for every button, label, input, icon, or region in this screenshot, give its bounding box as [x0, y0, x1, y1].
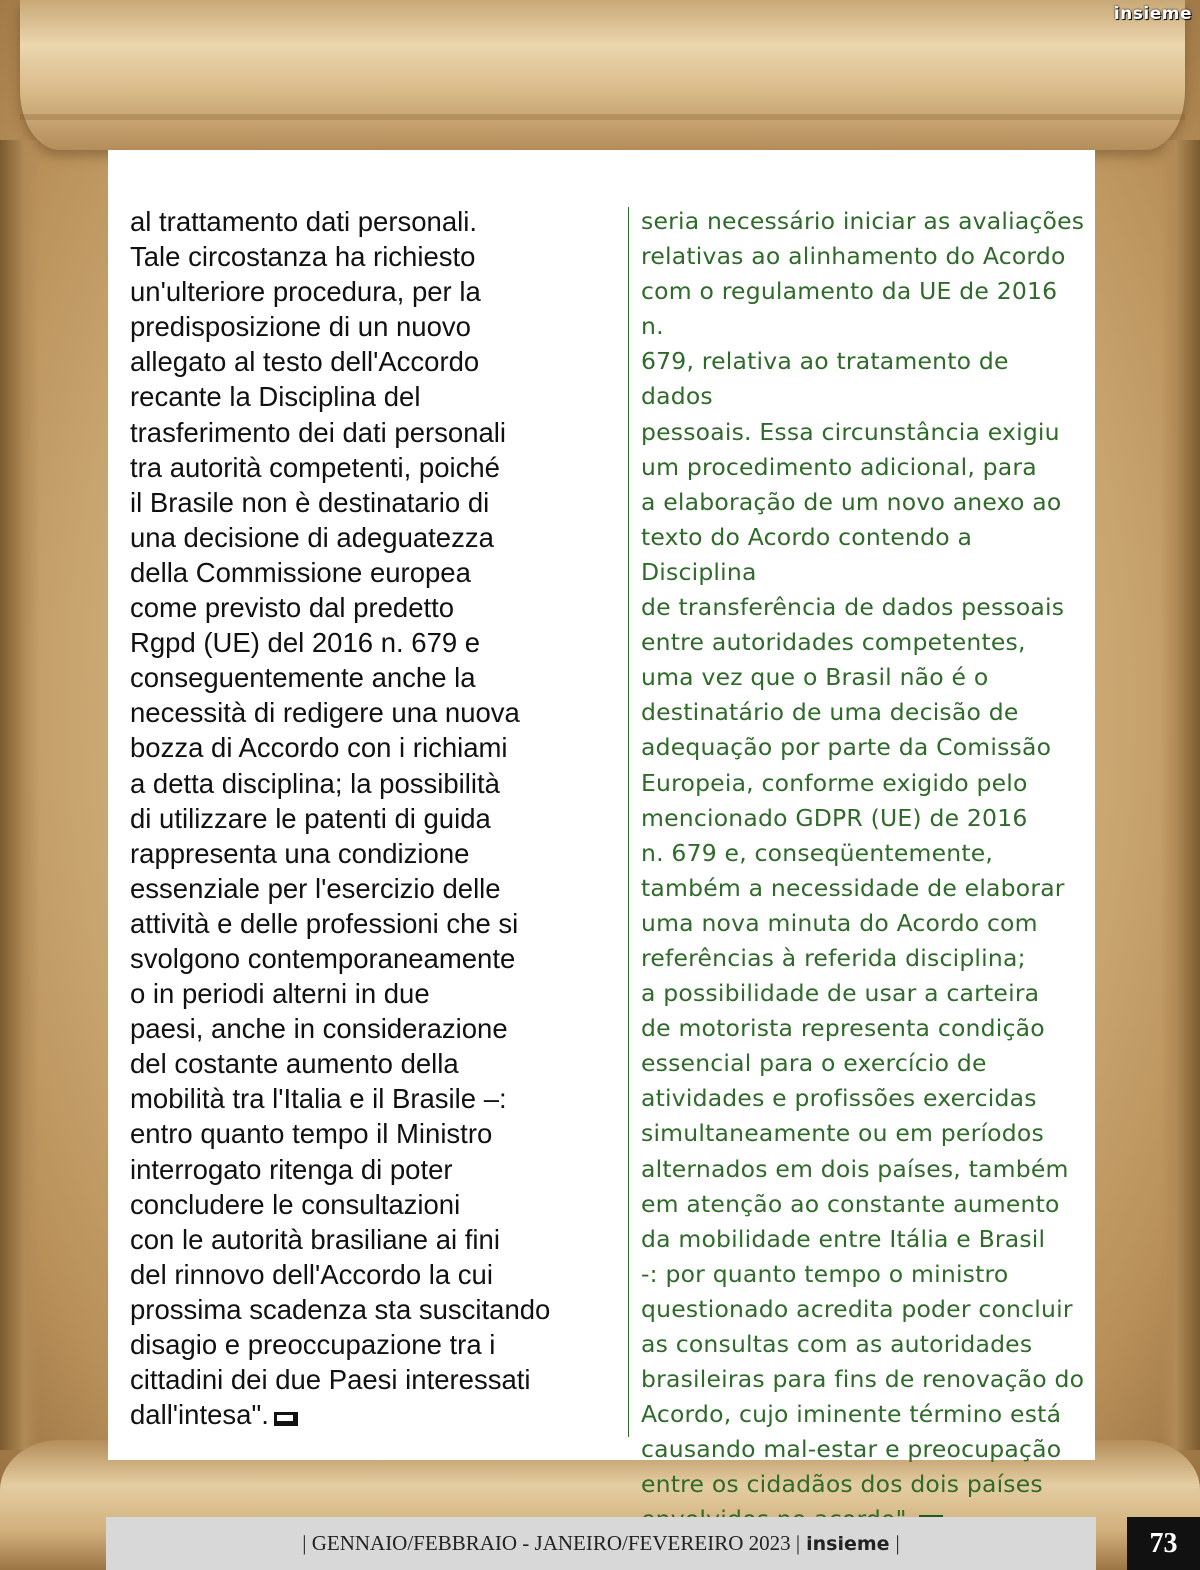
italian-text: al trattamento dati personali. Tale circostanza ha richiesto un'ulteriore procedura, per la predisposizione di un nuovo allegato al testo dell'Accordo recante la Disciplina del trasferimento dei dati personali tra autorità competenti, poiché il Brasile non è destinatario di una decisione di adeguatezza della Commissione europea come previsto dal predetto Rgpd (UE) del 2016 n. 679 e conseguentemente anche la necessità di redigere una nuova bozza di Accordo con i richiami a detta disciplina; la possibilità di utilizzare le patenti di guida rappresenta una condizione essenziale per l'esercizio delle attività e delle professioni che si svolgono contemporaneamente o in periodi alterni in due paesi, anche in considerazione del costante aumento della mobilità tra l'Italia e il Brasile –: entro quanto tempo il Ministro interrogato ritenga di poter concludere le consultazioni con le autorità brasiliane ai fini del rinnovo dell'Accordo la cui prossima scadenza sta suscitando disagio e preoccupazione tra i cittadini dei due Paesi interessati dall'intesa".	[130, 206, 551, 1431]
footer-brand-logo: insieme	[806, 1532, 890, 1555]
footer-separator: |	[895, 1531, 900, 1555]
footer-issue-line	[106, 1517, 1096, 1570]
footer-separator: |	[795, 1531, 801, 1555]
scroll-left-edge	[0, 140, 40, 1450]
footer-separator: |	[302, 1531, 307, 1555]
header-logo: insieme	[1113, 4, 1192, 24]
portuguese-text: seria necessário iniciar as avaliações relativas ao alinhamento do Acordo com o regulamento da UE de 2016 n. 679, relativa ao tratamento de dados pessoais. Essa circunstância exigiu um procedimento adicional, para a elaboração de um novo anexo ao texto do Acordo contendo a Disciplina de transferência de dados pessoais entre autoridades competentes, uma vez que o Brasil não é o destinatário de uma decisão de adequação por parte da Comissão Europeia, conforme exigido pelo mencionado GDPR (UE) de 2016 n. 679 e, conseqüentemente, também a necessidade de elaborar uma nova minuta do Acordo com referências à referida disciplina; a possibilidade de usar a carteira de motorista representa condição essencial para o exercício de atividades e profissões exercidas simultaneamente ou em períodos alternados em dois países, também em atenção ao constante aumento da mobilidade entre Itália e Brasil -: por quanto tempo o ministro questionado acredita poder concluir as consultas com as autoridades brasileiras para fins de renovação do Acordo, cujo iminente término está causando mal-estar e preocupação entre os cidadãos dos dois países	[641, 207, 1085, 1499]
scroll-top-roll	[20, 0, 1185, 150]
article-column-italian	[130, 204, 600, 1432]
end-of-article-icon	[274, 1412, 298, 1426]
column-divider	[628, 207, 629, 1437]
article-column-portuguese	[641, 204, 1086, 1538]
scroll-right-edge	[1160, 140, 1200, 1450]
footer-issue-date: GENNAIO/FEBBRAIO - JANEIRO/FEVEREIRO 2023	[311, 1531, 791, 1555]
page-number: 73	[1127, 1517, 1200, 1570]
